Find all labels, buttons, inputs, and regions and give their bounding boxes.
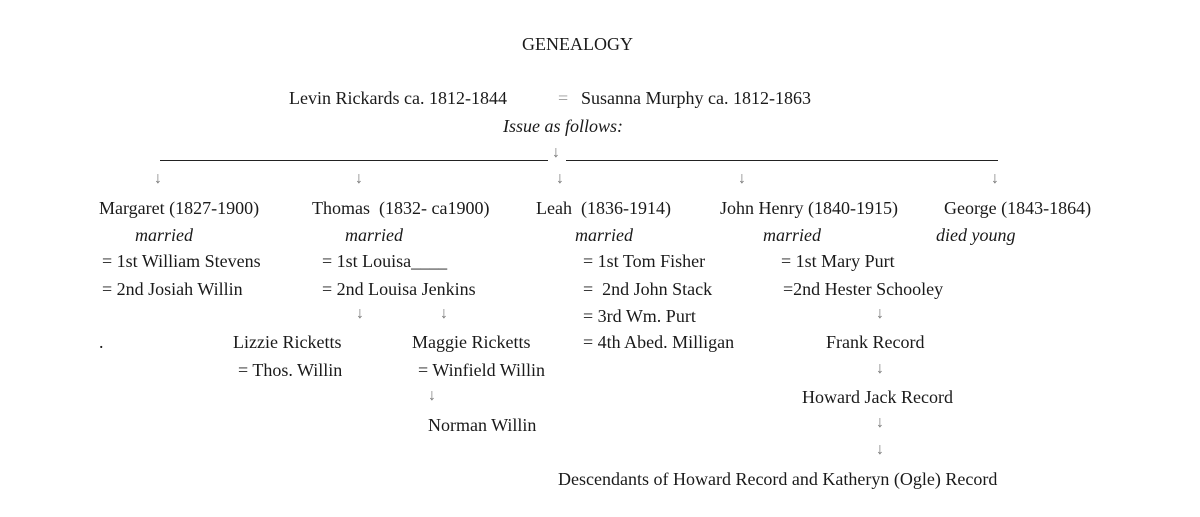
spouse-entry: = 4th Abed. Milligan xyxy=(583,332,735,352)
stray-mark: . xyxy=(99,332,104,352)
child-status: died young xyxy=(936,225,1016,245)
down-arrow-icon: ↓ xyxy=(876,414,884,431)
grandchild-spouse: = Thos. Willin xyxy=(238,360,343,380)
issue-rule-right xyxy=(566,160,998,161)
down-arrow-icon: ↓ xyxy=(440,305,448,322)
child-status: married xyxy=(345,225,403,245)
spouse-entry: = 1st Tom Fisher xyxy=(583,251,706,271)
down-arrow-icon: ↓ xyxy=(356,305,364,322)
grandchild-name: Maggie Ricketts xyxy=(412,332,531,352)
marriage-sign: = xyxy=(558,88,569,108)
great-grandchild-name: Norman Willin xyxy=(428,415,537,435)
down-arrow-icon: ↓ xyxy=(991,170,999,187)
down-arrow-icon: ↓ xyxy=(428,387,436,404)
child-name: Leah (1836-1914) xyxy=(536,198,671,218)
spouse-entry: =2nd Hester Schooley xyxy=(783,279,944,299)
issue-caption: Issue as follows: xyxy=(503,116,624,136)
down-arrow-icon: ↓ xyxy=(556,170,564,187)
child-name: George (1843-1864) xyxy=(944,198,1092,218)
grandchild-spouse: = Winfield Willin xyxy=(418,360,546,380)
down-arrow-icon: ↓ xyxy=(876,360,884,377)
down-arrow-icon: ↓ xyxy=(876,305,884,322)
child-name: Thomas (1832- ca1900) xyxy=(312,198,490,218)
father-name: Levin Rickards ca. 1812-1844 xyxy=(289,88,507,108)
child-name: John Henry (1840-1915) xyxy=(720,198,898,218)
spouse-entry: = 1st William Stevens xyxy=(102,251,261,271)
down-arrow-icon: ↓ xyxy=(355,170,363,187)
descendants-caption: Descendants of Howard Record and Katheryn (Ogle) Record xyxy=(558,469,998,489)
down-arrow-icon: ↓ xyxy=(876,441,884,458)
issue-rule-left xyxy=(160,160,548,161)
child-status: married xyxy=(575,225,633,245)
spouse-entry: = 1st Mary Purt xyxy=(781,251,895,271)
descendant-name: Frank Record xyxy=(826,332,925,352)
mother-name: Susanna Murphy ca. 1812-1863 xyxy=(581,88,811,108)
spouse-entry: = 1st Louisa____ xyxy=(322,251,448,271)
spouse-entry: = 2nd Josiah Willin xyxy=(102,279,243,299)
down-arrow-icon: ↓ xyxy=(154,170,162,187)
page-title: GENEALOGY xyxy=(522,34,633,54)
descendant-name: Howard Jack Record xyxy=(802,387,953,407)
issue-down-arrow-icon: ↓ xyxy=(552,144,560,161)
grandchild-name: Lizzie Ricketts xyxy=(233,332,342,352)
spouse-entry: = 3rd Wm. Purt xyxy=(583,306,696,326)
child-status: married xyxy=(763,225,821,245)
down-arrow-icon: ↓ xyxy=(738,170,746,187)
child-name: Margaret (1827-1900) xyxy=(99,198,260,218)
spouse-entry: = 2nd John Stack xyxy=(583,279,713,299)
child-status: married xyxy=(135,225,193,245)
spouse-entry: = 2nd Louisa Jenkins xyxy=(322,279,476,299)
